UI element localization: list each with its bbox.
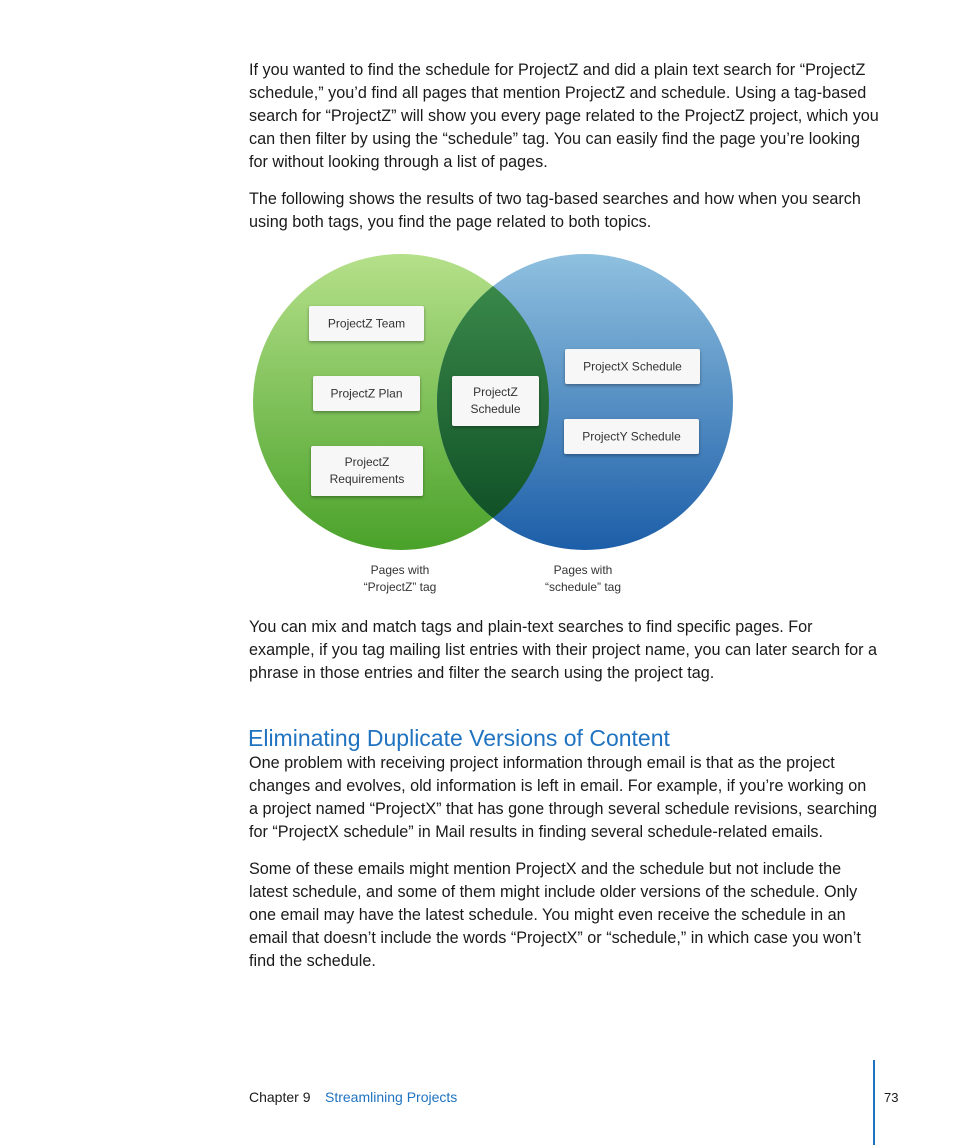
duplicate-example-paragraph: Some of these emails might mention ProjectX and the schedule but not include the latest schedule, and some of them might include older versions of the schedule. Only one email may have the latest schedule. You might even receive the schedule in an email that doesn’t include the words “ProjectX” or “schedule,” in which case you won’t find the schedule.: [249, 860, 861, 970]
caption-line2: “schedule” tag: [544, 580, 622, 594]
card-label: ProjectZ Team: [327, 316, 406, 331]
footer-divider: [873, 1060, 875, 1145]
footer-chapter-label: Chapter 9: [249, 1089, 311, 1105]
card-label-line2: Schedule: [470, 402, 521, 416]
diagram-intro-paragraph: The following shows the results of two tag-based searches and how when you search using both tags, you find the page related to both topics.: [249, 190, 861, 231]
intro-paragraph: If you wanted to find the schedule for ProjectZ and did a plain text search for “ProjectZ schedule,” you’d find all pages that mention ProjectZ and schedule. Using a tag-based search for “ProjectZ” will show you every page related to the ProjectZ project, which you can then filter by using the “schedule” tag. You can easily find the page you’re looking for without looking through a list of pages.: [249, 61, 879, 171]
card-projectz-schedule: [452, 376, 539, 426]
card-projectz-team: [309, 306, 424, 341]
duplicate-problem-paragraph: One problem with receiving project information through email is that as the project changes and evolves, old information is left in email. For example, if you’re working on a project named “ProjectX” that has gone through several schedule revisions, searching for “ProjectX schedule” in Mail results in finding several schedule-related emails.: [249, 754, 878, 841]
mix-match-paragraph: You can mix and match tags and plain-text searches to find specific pages. For example, if you tag mailing list entries with their project name, you can later search for a phrase in those entries and filter the search using the project tag.: [249, 618, 878, 682]
card-label: ProjectY Schedule: [582, 429, 681, 444]
card-label-line1: ProjectZ: [344, 455, 390, 469]
caption-line1: Pages with: [370, 563, 430, 577]
card-projectx-schedule: [565, 349, 700, 384]
card-label: ProjectZ Plan: [330, 386, 403, 401]
caption-line1: Pages with: [553, 563, 613, 577]
section-heading: Eliminating Duplicate Versions of Content: [248, 725, 670, 751]
card-label-line1: ProjectZ: [473, 385, 518, 399]
card-projectz-requirements: [311, 446, 423, 496]
card-label: ProjectX Schedule: [583, 359, 682, 374]
card-label-line2: Requirements: [329, 472, 405, 486]
card-projecty-schedule: [564, 419, 699, 454]
caption-projectz-tag: [364, 563, 437, 594]
caption-line2: “ProjectZ” tag: [363, 580, 437, 594]
footer-chapter-title-link[interactable]: Streamlining Projects: [325, 1089, 458, 1105]
venn-diagram: [240, 250, 740, 600]
card-projectz-plan: [313, 376, 420, 411]
page-number: 73: [884, 1090, 899, 1105]
caption-schedule-tag: [545, 563, 621, 594]
